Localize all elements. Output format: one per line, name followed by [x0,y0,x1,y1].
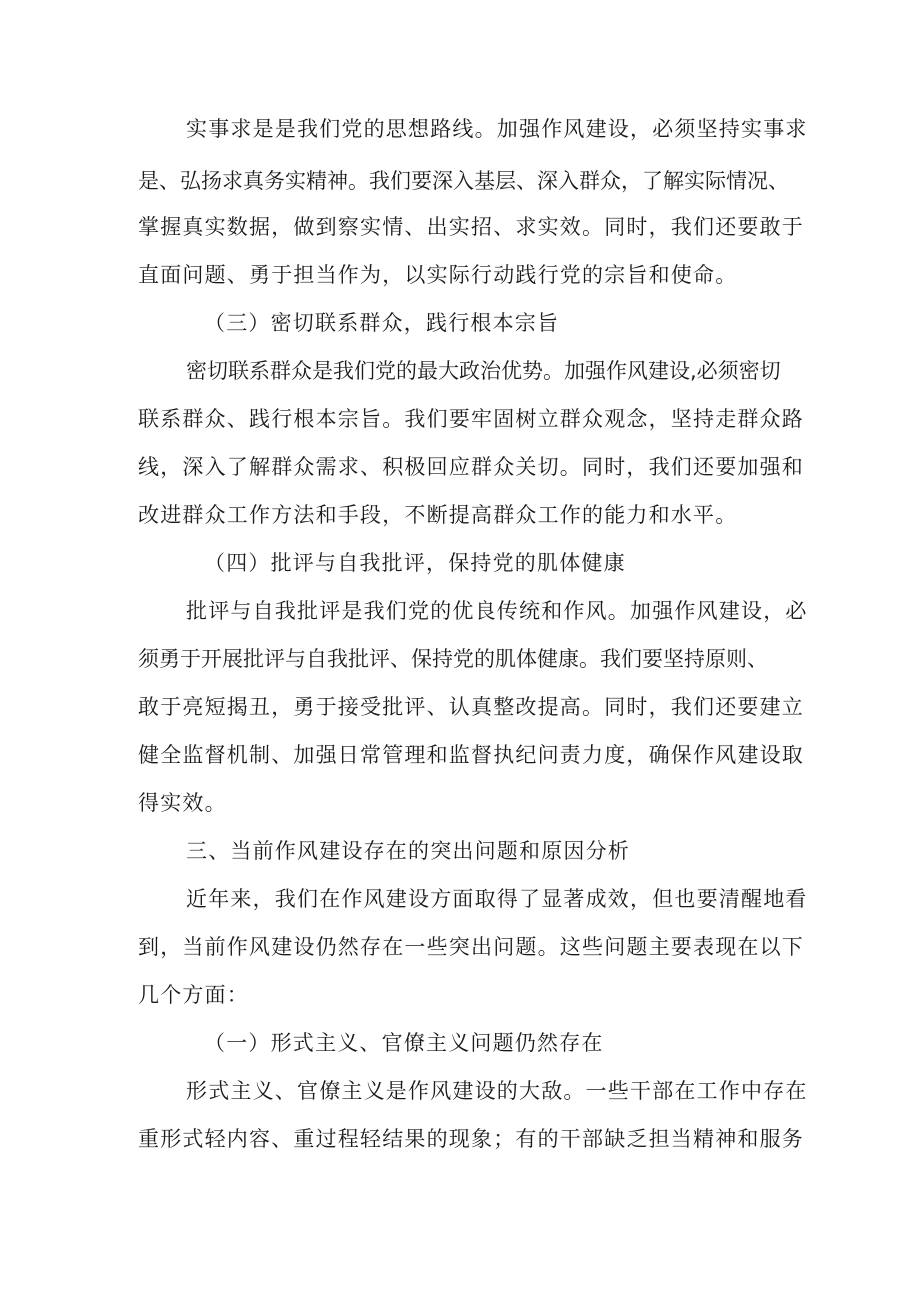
paragraph-line: 实事求是是我们党的思想路线。加强作风建设，必须坚持实事求 [186,117,808,141]
section-heading: （一）形式主义、官僚主义问题仍然存在 [204,1031,604,1055]
paragraph-line: 批评与自我批评是我们党的优良传统和作风。加强作风建设，必 [186,599,808,623]
paragraph-line: 密切联系群众是我们党的最大政治优势。加强作风建设,必须密切 [186,359,781,383]
paragraph-line: 须勇于开展批评与自我批评、保持党的肌体健康。我们要坚持原则、 [138,647,768,671]
paragraph-line: 改进群众工作方法和手段，不断提高群众工作的能力和水平。 [138,503,738,527]
section-heading: （三）密切联系群众，践行根本宗旨 [204,311,560,335]
chapter-heading: 三、当前作风建设存在的突出问题和原因分析 [186,839,630,863]
paragraph-line: 近年来，我们在作风建设方面取得了显著成效，但也要清醒地看 [186,887,808,911]
paragraph-line: 到，当前作风建设仍然存在一些突出问题。这些问题主要表现在以下 [138,935,804,959]
paragraph-line: 掌握真实数据，做到察实情、出实招、求实效。同时，我们还要敢于 [138,215,804,239]
paragraph-line: 健全监督机制、加强日常管理和监督执纪问责力度，确保作风建设取 [138,743,804,767]
paragraph-line: 得实效。 [138,791,227,815]
paragraph-line: 联系群众、践行根本宗旨。我们要牢固树立群众观念，坚持走群众路 [138,407,804,431]
paragraph-line: 直面问题、勇于担当作为，以实际行动践行党的宗旨和使命。 [138,263,738,287]
paragraph-line: 重形式轻内容、重过程轻结果的现象；有的干部缺乏担当精神和服务 [138,1127,804,1151]
paragraph-line: 敢于亮短揭丑，勇于接受批评、认真整改提高。同时，我们还要建立 [138,695,804,719]
paragraph-line: 几个方面： [138,983,249,1007]
paragraph-line: 是、弘扬求真务实精神。我们要深入基层、深入群众，了解实际情况、 [138,169,789,193]
paragraph-line: 形式主义、官僚主义是作风建设的大敌。一些干部在工作中存在 [186,1079,808,1103]
section-heading: （四）批评与自我批评，保持党的肌体健康 [204,551,626,575]
paragraph-line: 线，深入了解群众需求、积极回应群众关切。同时，我们还要加强和 [138,455,804,479]
